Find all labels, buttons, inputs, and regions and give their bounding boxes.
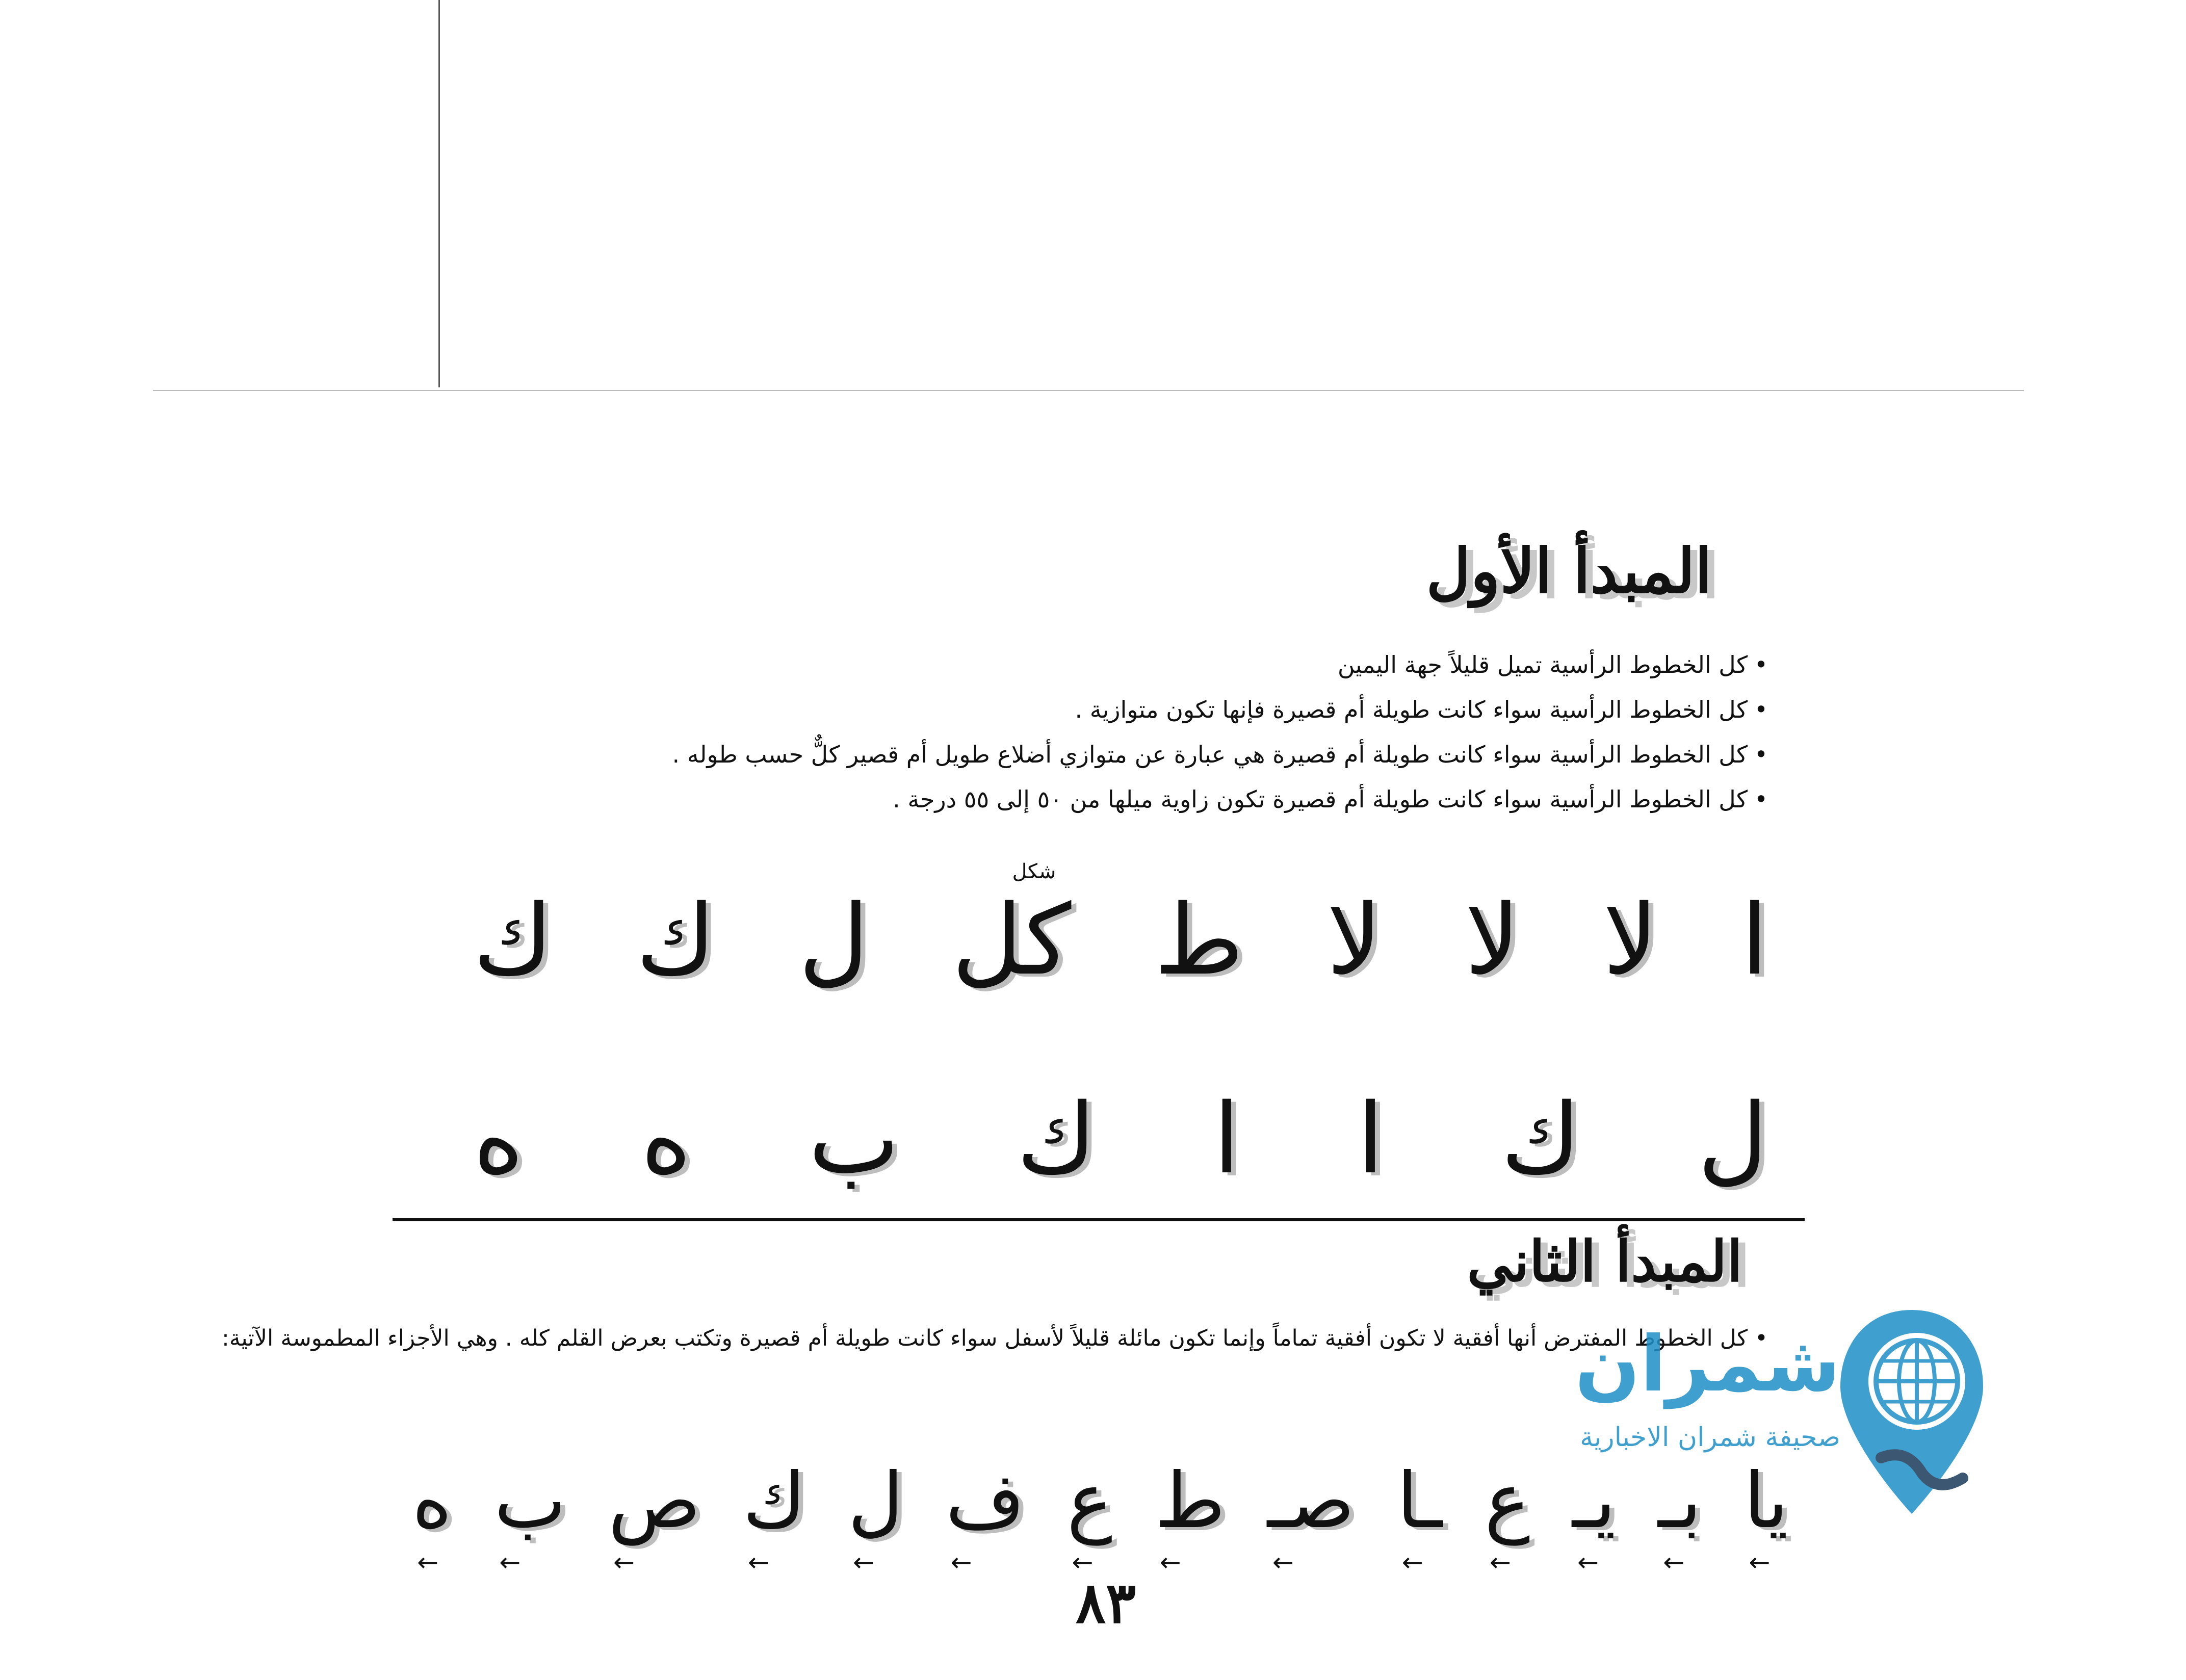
practice-glyph: ه	[473, 1083, 524, 1195]
practice-glyph: لا	[1326, 884, 1382, 996]
arrow-left-icon: ←	[417, 1547, 439, 1577]
principle2-title: المبدأ الثاني	[1467, 1228, 1742, 1294]
practice-glyph: ب	[808, 1083, 900, 1195]
arrow-left-icon: ←	[1272, 1547, 1294, 1577]
practice-glyph: كل	[952, 884, 1072, 996]
practice-glyph: ل ←	[848, 1457, 904, 1577]
practice-glyph: ف ←	[945, 1457, 1025, 1577]
arrow-left-icon: ←	[1159, 1547, 1181, 1577]
practice-glyph: ك ←	[742, 1457, 806, 1577]
practice-glyph: ك	[1016, 1083, 1097, 1195]
arrow-left-icon: ←	[1663, 1547, 1685, 1577]
practice-row-1	[473, 836, 1768, 996]
principle1-title: المبدأ الأول	[1426, 535, 1712, 607]
practice-glyph: صـ ←	[1267, 1457, 1355, 1577]
bullet-item: • كل الخطوط الرأسية سواء كانت طويلة أم قصيرة فإنها تكون متوازية .	[443, 697, 1768, 722]
practice-row-2	[473, 1035, 1768, 1195]
practice-glyph: ع ←	[1066, 1457, 1113, 1577]
arrow-left-icon: ←	[1401, 1547, 1423, 1577]
watermark-logo	[1570, 1305, 1998, 1519]
practice-glyph: ط	[1154, 884, 1244, 996]
practice-glyph: ع ←	[1485, 1457, 1530, 1577]
practice-glyph: ا	[1741, 884, 1768, 996]
practice-glyph: ل	[1697, 1083, 1768, 1195]
practice-glyph: ـا ←	[1396, 1457, 1443, 1577]
practice-glyph: ل	[798, 884, 869, 996]
practice-glyph: ه ←	[412, 1457, 452, 1577]
practice-glyph: ك	[1501, 1083, 1581, 1195]
practice-glyph: ص ←	[608, 1457, 701, 1577]
watermark-name: شمران	[1575, 1320, 1840, 1409]
practice-glyph: لا	[1465, 884, 1520, 996]
practice-glyph-with-note	[952, 860, 1072, 996]
globe-pin-icon	[1835, 1305, 1988, 1519]
principle2-text: • كل الخطوط المفترض أنها أفقية لا تكون أفقية تماماً وإنما تكون مائلة قليلاً لأسفل سواء كانت طويلة أم قصيرة وتكتب بعرض القلم كله . وهي الأجزاء المطموسة الآتية:	[239, 1325, 1768, 1351]
bullet-item: • كل الخطوط الرأسية سواء كانت طويلة أم قصيرة هي عبارة عن متوازي أضلاع طويل أم قصير كلٌّ حسب طوله .	[443, 742, 1768, 767]
arrow-left-icon: ←	[853, 1547, 875, 1577]
top-divider	[153, 390, 2024, 391]
section-divider	[393, 1218, 1805, 1221]
practice-glyph: يـ ←	[1572, 1457, 1616, 1577]
bullet-item: • كل الخطوط الرأسية سواء كانت طويلة أم قصيرة تكون زاوية ميلها من ٥٠ إلى ٥٥ درجة .	[443, 787, 1768, 811]
arrow-left-icon: ←	[1749, 1547, 1771, 1577]
arrow-left-icon: ←	[950, 1547, 972, 1577]
practice-glyph: يا ←	[1743, 1457, 1788, 1577]
arrow-left-icon: ←	[1577, 1547, 1599, 1577]
arrow-left-icon: ←	[613, 1547, 635, 1577]
practice-glyph: ط ←	[1154, 1457, 1226, 1577]
arrow-left-icon: ←	[1490, 1547, 1511, 1577]
practice-glyph: ا	[1357, 1083, 1384, 1195]
practice-glyph: ك	[473, 884, 553, 996]
practice-glyph: بـ ←	[1658, 1457, 1702, 1577]
practice-glyph: ه	[640, 1083, 692, 1195]
arrow-left-icon: ←	[747, 1547, 769, 1577]
vertical-rule	[438, 0, 440, 387]
arrow-left-icon: ←	[1072, 1547, 1094, 1577]
practice-glyph: ا	[1213, 1083, 1240, 1195]
arrow-left-icon: ←	[499, 1547, 521, 1577]
watermark-subtitle: صحيفة شمران الاخبارية	[1580, 1422, 1840, 1453]
principle1-bullets	[443, 652, 1768, 832]
practice-glyph: لا	[1603, 884, 1658, 996]
practice-glyph: ب ←	[494, 1457, 566, 1577]
bullet-item: • كل الخطوط الرأسية تميل قليلاً جهة اليمين	[443, 652, 1768, 677]
practice-glyph: ك	[636, 884, 716, 996]
glyph-note: شكل	[1012, 860, 1056, 883]
page-number: ٨٣	[1076, 1570, 1136, 1636]
